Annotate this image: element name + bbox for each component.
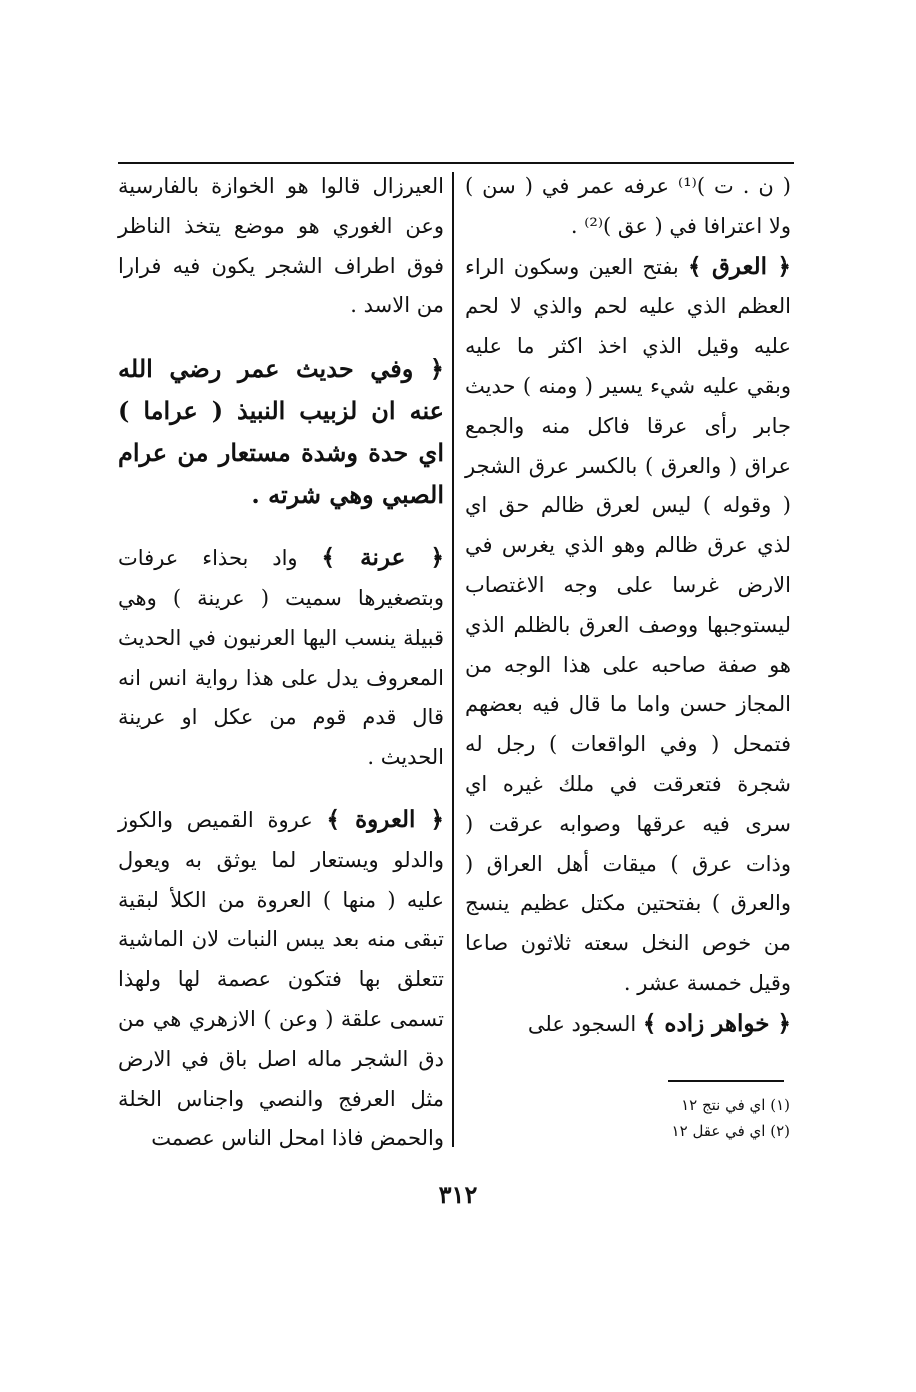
left-para-3 [118, 800, 444, 1159]
left-para-3-body: عروة القميص والكوز والدلو ويستعار لما يوثق به ويعول عليه ( منها ) العروة من الكلأ لبقية تبقى منه بعد يبس النبات لان الماشية تتعلق بها فتكون عصمة لها ولهذا تسمى علقة ( وعن ) الازهري هي من دق الشجر ماله اصل باق في الارض مثل العرفج والنصي واجناس الخلة والحمض فاذا امحل الناس عصمت [118, 807, 444, 1151]
right-para-2 [465, 247, 791, 1004]
headword-al-urwa: ﴿ العروة ﴾ [326, 805, 445, 833]
footnotes [560, 1092, 790, 1144]
left-bold-paragraph: ﴿ وفي حديث عمر رضي الله عنه ان لزبيب النبيذ ( عراما ) اي حدة وشدة مستعار من عرام الصبي وهي شرته . [118, 354, 444, 510]
top-rule [118, 162, 794, 164]
footnote-rule [668, 1080, 784, 1082]
right-para-2-body: بفتح العين وسكون الراء العظم الذي عليه لحم والذي لا لحم عليه وقيل الذي اخذ اكثر ما عليه وبقي عليه شيء يسير ( ومنه ) حديث جابر رأى عرقا فاكل منه والجمع عراق ( والعرق ) بالكسر عرق الشجر ( وقوله ) ليس لعرق ظالم حق اي لذي عرق ظالم وهو الذي يغرس في الارض غرسا على وجه الاغتصاب ليستوجبها ووصف العرق بالظلم الذي هو صفة صاحبه على هذا الوجه من المجاز حسن واما ما قال فيه بعضهم فتمحل ( وفي الواقعات ) رجل له شجرة فتعرقت في ملك غيره اي سرى فيه عرقها وصوابه عرقت ( وذات عرق ) ميقات أهل العراق ( والعرق ) بفتحتين مكتل عظيم ينسج من خوص النخل سعته ثلاثون صاعا وقيل خمسة عشر . [465, 254, 791, 995]
right-para-3-body: السجود على [527, 1011, 643, 1036]
right-column [465, 167, 791, 1045]
left-para-1: العيرزال قالوا هو الخوازة بالفارسية وعن الغوري هو موضع يتخذ الناظر فوق اطراف الشجر يكون فيه فرارا من الاسد . [118, 174, 444, 318]
right-para-1: ( ن . ت )⁽¹⁾ عرفه عمر في ( سن ) ولا اعترافا في ( عق )⁽²⁾ . [465, 174, 791, 238]
footnote-2: (٢) اي في عقل ١٢ [671, 1122, 790, 1140]
left-para-2 [118, 538, 444, 778]
footnote-1: (١) اي في نتج ١٢ [681, 1096, 790, 1114]
left-para-2-body: واد بحذاء عرفات وبتصغيرها سميت ( عرينة ) وهي قبيلة ينسب اليها العرنيون في الحديث المعروف يدل على هذا رواية انس انه قال قدم قوم من عكل او عرينة الحديث . [118, 546, 444, 770]
page-number: ٣١٢ [438, 1180, 478, 1209]
right-para-3 [465, 1004, 791, 1045]
headword-al-irq: ﴿ العرق ﴾ [687, 252, 792, 280]
headword-khawahir-zadah: ﴿ خواهر زاده ﴾ [642, 1009, 791, 1037]
column-divider [452, 172, 454, 1147]
headword-urana: ﴿ عرنة ﴾ [321, 544, 444, 572]
left-column [118, 167, 444, 1159]
